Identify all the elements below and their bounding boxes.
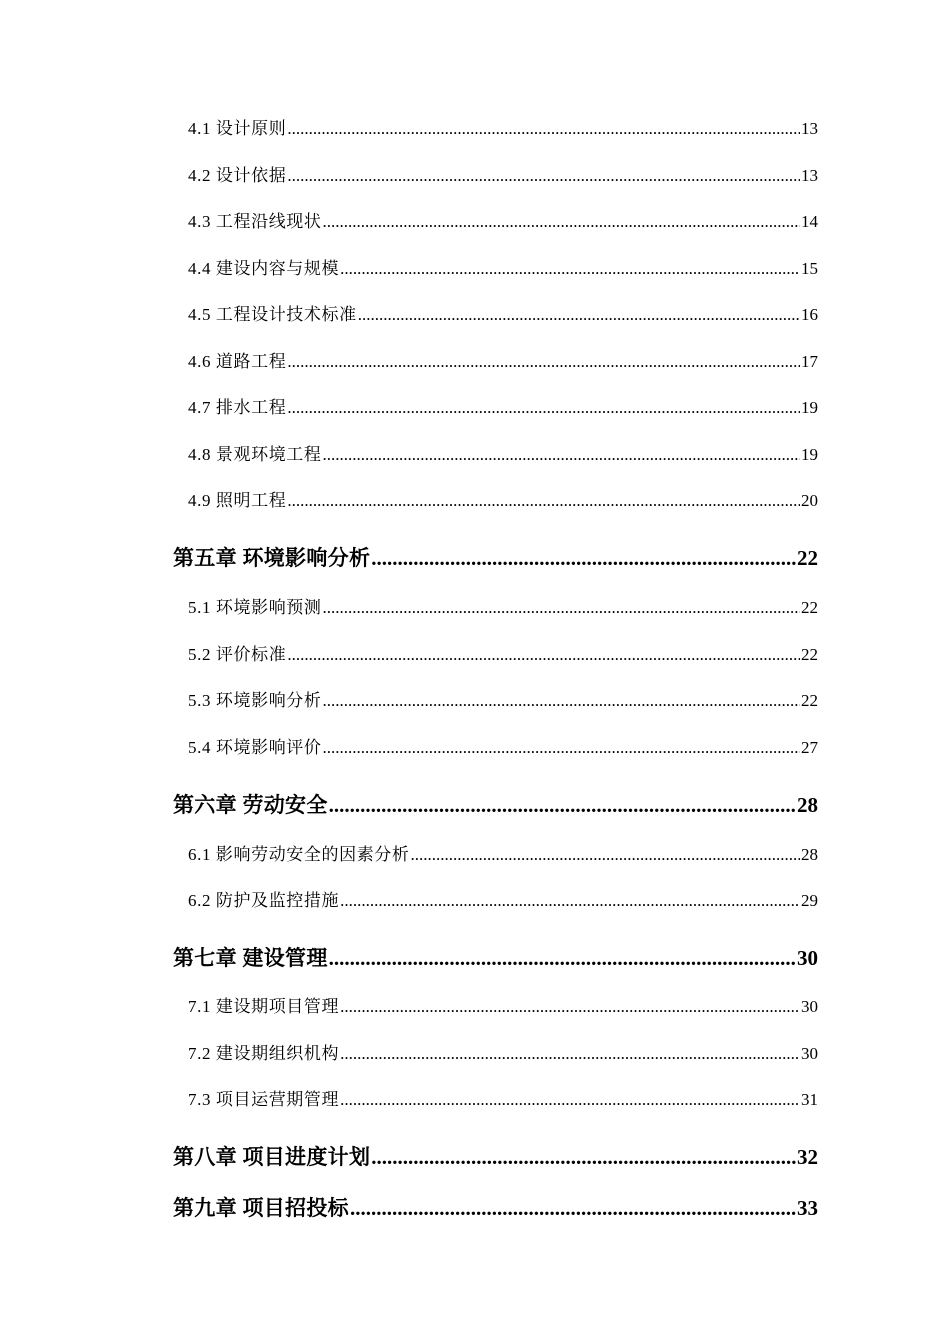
toc-entry-page: 28 xyxy=(801,845,818,864)
dot-leader xyxy=(323,445,801,465)
toc-entry-label: 4.7 排水工程 xyxy=(188,398,287,417)
toc-chapter-page: 28 xyxy=(797,793,818,817)
toc-chapter-label: 第九章 项目招投标 xyxy=(173,1196,349,1220)
dot-leader xyxy=(340,1044,800,1064)
toc-entry-label: 6.1 影响劳动安全的因素分析 xyxy=(188,845,410,864)
toc-entry-label: 5.3 环境影响分析 xyxy=(188,691,322,710)
dot-leader xyxy=(287,119,800,139)
toc-entry-page: 20 xyxy=(801,491,818,510)
toc-entry-page: 19 xyxy=(801,398,818,417)
toc-entry-page: 17 xyxy=(801,352,818,371)
toc-entry-page: 15 xyxy=(801,259,818,278)
toc-entry-page: 30 xyxy=(801,997,818,1016)
toc-chapter-5[interactable] xyxy=(173,542,818,572)
dot-leader xyxy=(371,1145,796,1170)
dot-leader xyxy=(371,546,796,571)
toc-entry-4-3[interactable] xyxy=(188,207,818,232)
toc-entry-4-6[interactable] xyxy=(188,347,818,372)
toc-entry-page: 27 xyxy=(801,738,818,757)
toc-entry-label: 5.2 评价标准 xyxy=(188,645,287,664)
dot-leader xyxy=(340,891,800,911)
dot-leader xyxy=(323,598,801,618)
dot-leader xyxy=(323,212,801,232)
toc-entry-label: 5.1 环境影响预测 xyxy=(188,598,322,617)
dot-leader xyxy=(287,491,800,511)
toc-entry-label: 4.8 景观环境工程 xyxy=(188,445,322,464)
toc-entry-page: 22 xyxy=(801,691,818,710)
toc-entry-page: 29 xyxy=(801,891,818,910)
toc-entry-label: 4.5 工程设计技术标准 xyxy=(188,305,357,324)
toc-entry-label: 7.1 建设期项目管理 xyxy=(188,997,340,1016)
toc-entry-label: 4.3 工程沿线现状 xyxy=(188,212,322,231)
toc-entry-label: 4.2 设计依据 xyxy=(188,166,287,185)
dot-leader xyxy=(287,352,800,372)
toc-chapter-label: 第五章 环境影响分析 xyxy=(173,546,371,570)
toc-entry-6-2[interactable] xyxy=(188,886,818,911)
toc-entry-page: 19 xyxy=(801,445,818,464)
toc-chapter-label: 第七章 建设管理 xyxy=(173,946,328,970)
toc-entry-4-1[interactable] xyxy=(188,114,818,139)
toc-entry-4-8[interactable] xyxy=(188,440,818,465)
toc-entry-7-3[interactable] xyxy=(188,1085,818,1110)
toc-entry-label: 4.6 道路工程 xyxy=(188,352,287,371)
toc-entry-label: 7.2 建设期组织机构 xyxy=(188,1044,340,1063)
dot-leader xyxy=(287,645,800,665)
toc-chapter-label: 第八章 项目进度计划 xyxy=(173,1145,371,1169)
dot-leader xyxy=(358,305,800,325)
toc-entry-label: 4.9 照明工程 xyxy=(188,491,287,510)
toc-entry-6-1[interactable] xyxy=(188,840,818,865)
toc-chapter-8[interactable] xyxy=(173,1141,818,1171)
dot-leader xyxy=(323,691,801,711)
toc-entry-page: 30 xyxy=(801,1044,818,1063)
toc-entry-page: 31 xyxy=(801,1090,818,1109)
toc-entry-7-2[interactable] xyxy=(188,1039,818,1064)
toc-chapter-6[interactable] xyxy=(173,789,818,819)
toc-entry-4-5[interactable] xyxy=(188,300,818,325)
toc-entry-4-2[interactable] xyxy=(188,161,818,186)
toc-entry-5-1[interactable] xyxy=(188,593,818,618)
toc-chapter-page: 33 xyxy=(797,1196,818,1220)
toc-entry-page: 13 xyxy=(801,119,818,138)
toc-chapter-label: 第六章 劳动安全 xyxy=(173,793,328,817)
toc-entry-page: 22 xyxy=(801,598,818,617)
toc-entry-4-4[interactable] xyxy=(188,254,818,279)
toc-chapter-9[interactable] xyxy=(173,1192,818,1222)
toc-chapter-7[interactable] xyxy=(173,942,818,972)
toc-entry-page: 13 xyxy=(801,166,818,185)
toc-entry-label: 4.1 设计原则 xyxy=(188,119,287,138)
dot-leader xyxy=(350,1196,796,1221)
toc-entry-page: 22 xyxy=(801,645,818,664)
toc-entry-label: 7.3 项目运营期管理 xyxy=(188,1090,340,1109)
toc-entry-4-7[interactable] xyxy=(188,393,818,418)
toc-entry-7-1[interactable] xyxy=(188,992,818,1017)
dot-leader xyxy=(340,997,800,1017)
dot-leader xyxy=(340,1090,800,1110)
toc-entry-page: 14 xyxy=(801,212,818,231)
toc-entry-5-2[interactable] xyxy=(188,640,818,665)
toc-chapter-page: 22 xyxy=(797,546,818,570)
dot-leader xyxy=(411,845,801,865)
toc-entry-5-4[interactable] xyxy=(188,733,818,758)
dot-leader xyxy=(287,398,800,418)
dot-leader xyxy=(287,166,800,186)
toc-entry-page: 16 xyxy=(801,305,818,324)
dot-leader xyxy=(329,946,796,971)
toc-entry-label: 5.4 环境影响评价 xyxy=(188,738,322,757)
dot-leader xyxy=(340,259,800,279)
dot-leader xyxy=(323,738,801,758)
toc-entry-label: 6.2 防护及监控措施 xyxy=(188,891,340,910)
toc-entry-5-3[interactable] xyxy=(188,686,818,711)
toc-entry-4-9[interactable] xyxy=(188,486,818,511)
toc-chapter-page: 30 xyxy=(797,946,818,970)
toc-entry-label: 4.4 建设内容与规模 xyxy=(188,259,340,278)
dot-leader xyxy=(329,793,796,818)
toc-chapter-page: 32 xyxy=(797,1145,818,1169)
